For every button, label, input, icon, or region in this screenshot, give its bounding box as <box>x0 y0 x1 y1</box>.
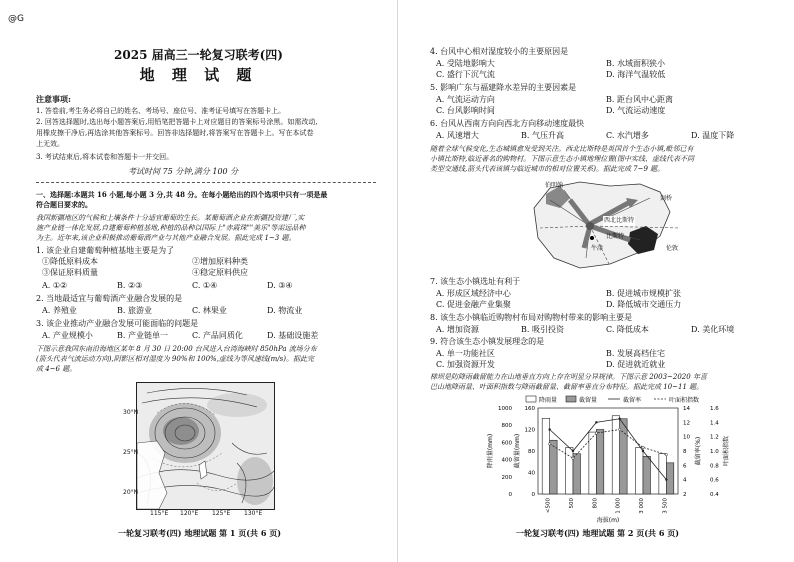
question-3-stem: 3. 该企业推动产业融合发展可能面临的问题是 <box>36 319 199 328</box>
point-interception-rate <box>665 478 667 480</box>
lat-label: 20°N <box>123 489 139 496</box>
passage-line: 施产业链一体化发展,自建葡萄种植基地,种植的品种以国际上"赤霞珠""美乐"等需远品种 <box>36 224 306 232</box>
option-c[interactable]: C. 水汽增多 <box>606 131 649 140</box>
option-a[interactable]: A. 产业规模小 <box>42 331 93 340</box>
y-mid-tick-label: 0 <box>531 492 535 498</box>
option-c[interactable]: C. 台风影响时间 <box>436 106 495 115</box>
y-rate-tick-label: 6 <box>683 463 687 470</box>
question-5-stem: 5. 影响广东与福建降水差异的主要因素是 <box>430 83 577 92</box>
option-c[interactable]: C. 产品同质化 <box>192 331 243 340</box>
y-lai-tick-label: 0.4 <box>710 492 719 498</box>
page-footer: 一轮复习联考(四) 地理试题 第 1 页(共 6 页) <box>118 528 281 538</box>
bar-rainfall <box>636 448 643 494</box>
legend-swatch-rainfall <box>526 396 536 402</box>
point-leaf-area-index <box>642 446 644 448</box>
x-tick-label: 3 000 <box>639 498 645 514</box>
notice-line: 1. 答卷前,考生务必将自己的姓名、考场号、座位号、准考证号填写在答题卡上。 <box>36 107 286 115</box>
lat-label: 30°N <box>123 409 139 416</box>
y-lai-tick-label: 1.2 <box>710 434 719 441</box>
passage-line: 随着全球气候变化,生态城镇愈发受到关注。西北比斯特是英国首个生态小镇,毗邻已有 <box>430 145 694 153</box>
passage-line: 为主。近年来,该企业积极推动葡萄酒产业与其他产业融合发展。据此完成 1~3 题。 <box>36 234 296 242</box>
y-left-tick-label: 800 <box>501 423 512 430</box>
exam-title: 2025 届高三一轮复习联考(四) <box>114 48 283 62</box>
question-6-options <box>436 130 776 141</box>
option-d[interactable]: D. 温度下降 <box>691 131 735 140</box>
option-b[interactable]: B. ②③ <box>117 281 143 290</box>
option-b[interactable]: B. 发展高档住宅 <box>606 349 665 358</box>
x-tick-label: <500 <box>545 498 552 514</box>
question-7-stem: 7. 该生态小镇选址有利于 <box>430 277 521 286</box>
x-tick-label: 1 000 <box>615 498 622 514</box>
option-c[interactable]: C. ①④ <box>192 281 218 290</box>
map-label-cambridge: 剑桥 <box>660 195 673 202</box>
legend-label: 截留率 <box>623 397 642 404</box>
y-mid-tick-label: 80 <box>528 449 535 455</box>
option-d[interactable]: D. 海洋气温较低 <box>606 70 666 79</box>
y-rate-tick-label: 14 <box>683 406 690 412</box>
q1-item: ②增加原料种类 <box>192 257 248 266</box>
map-label-oxford: 牛津 <box>591 245 604 252</box>
question-1-stem: 1. 该企业自建葡萄种植基地主要是为了 <box>36 246 175 255</box>
option-a[interactable]: A. 风速增大 <box>436 131 479 140</box>
corner-mark: @G <box>8 14 24 24</box>
eco-town-location-map <box>530 178 690 274</box>
option-a[interactable]: A. 气流运动方向 <box>436 95 495 104</box>
lon-label: 115°E <box>150 510 169 517</box>
y-lai-tick-label: 1.4 <box>710 420 719 427</box>
lon-label: 120°E <box>180 510 199 517</box>
exam-time-info: 考试时间 75 分钟,满分 100 分 <box>128 167 239 176</box>
question-9-options <box>436 348 776 370</box>
map-label-bicester: 比斯特 <box>606 233 625 240</box>
point-interception-rate <box>595 421 597 423</box>
question-9-stem: 9. 符合该生态小镇发展理念的是 <box>430 337 545 346</box>
point-leaf-area-index <box>618 428 620 430</box>
option-c[interactable]: C. 降低成本 <box>606 325 649 334</box>
option-d[interactable]: D. 基础设施差 <box>267 331 319 340</box>
q1-item: ①降低原料成本 <box>42 257 98 266</box>
bar-interception <box>643 456 650 494</box>
question-1-items <box>42 256 342 278</box>
section-title: 一、选择题:本题共 16 小题,每小题 3 分,共 48 分。在每小题给出的四个选项中只有一项是最 <box>36 190 328 199</box>
separator <box>36 182 376 183</box>
notice-line: 3. 考试结束后,将本试卷和答题卡一并交回。 <box>36 153 174 161</box>
point-leaf-area-index <box>548 443 550 445</box>
notice-heading: 注意事项: <box>36 94 71 104</box>
question-8-options <box>436 324 776 335</box>
option-d[interactable]: D. ③④ <box>267 281 293 290</box>
option-d[interactable]: D. 降低城市交通压力 <box>606 300 682 309</box>
question-6-stem: 6. 台风从西南方向向西北方向移动速度最快 <box>430 119 585 128</box>
option-b[interactable]: B. 距台风中心距离 <box>606 95 673 104</box>
x-axis-label: 海拔(m) <box>596 517 620 524</box>
y-mid-tick-label: 40 <box>528 470 535 477</box>
option-d[interactable]: D. 促进就近就业 <box>606 360 666 369</box>
question-2-options <box>42 305 342 316</box>
option-b[interactable]: B. 水域面积狭小 <box>606 59 665 68</box>
section-title: 符合题目要求的。 <box>36 200 92 209</box>
y-lai-tick-label: 0.8 <box>710 463 719 470</box>
point-leaf-area-index <box>665 453 667 455</box>
question-3-options <box>42 330 342 341</box>
y-left-tick-label: 400 <box>501 457 512 464</box>
point-interception-rate <box>618 418 620 420</box>
q1-item: ③保证原料质量 <box>42 268 98 277</box>
passage-line: 类型交通线,箭头代表该镇与临近城市的相对位置关系)。据此完成 7~9 题。 <box>430 165 665 173</box>
passage-line: 梯坝是防降雨截留能力在山地垂直方向上存在明显分异规律。下图示意 2003~2020 年喜 <box>430 373 707 381</box>
x-tick-label: 3 500 <box>662 498 669 514</box>
y-rate-tick-label: 10 <box>683 434 690 441</box>
page-2 <box>398 0 794 562</box>
question-4-stem: 4. 台风中心相对湿度较小的主要原因是 <box>430 47 569 56</box>
notice-line: 2. 回答选择题时,选出每小题答案后,用铅笔把答题卡上对应题目的答案标号涂黑。如需改动, <box>36 118 318 126</box>
y-rate-tick-label: 8 <box>683 449 687 455</box>
passage-line: 成 4~6 题。 <box>36 365 77 373</box>
map-label-birmingham: 伯明翰 <box>545 182 564 189</box>
option-c[interactable]: C. 盛行下沉气流 <box>436 70 495 79</box>
option-b[interactable]: B. 产业链单一 <box>117 331 168 340</box>
interception-chart <box>486 394 732 524</box>
bar-interception <box>666 463 673 494</box>
legend-label: 截留量 <box>579 397 598 404</box>
y-lai-tick-label: 0.6 <box>710 477 719 484</box>
bar-interception <box>550 440 557 494</box>
legend-swatch-interception <box>566 396 576 402</box>
x-tick-label: 800 <box>592 498 599 509</box>
option-c[interactable]: C. 林果业 <box>192 306 227 315</box>
point-leaf-area-index <box>572 457 574 459</box>
option-b[interactable]: B. 吸引投资 <box>521 325 564 334</box>
notice-line: 上无效。 <box>36 140 64 148</box>
option-c[interactable]: C. 促进金融产业集聚 <box>436 300 511 309</box>
passage-line: 小镇比斯特,临近著名的购物村。下图示意生态小镇地理位置(图中实线、虚线代表不同 <box>430 155 694 163</box>
question-2-stem: 2. 当地最适宜与葡萄酒产业融合发展的是 <box>36 294 183 303</box>
y-lai-tick-label: 1.0 <box>710 449 719 455</box>
y-rate-tick-label: 2 <box>683 492 687 498</box>
option-d[interactable]: D. 美化环境 <box>691 325 735 334</box>
option-d[interactable]: D. 物流业 <box>267 306 303 315</box>
page-footer: 一轮复习联考(四) 地理试题 第 2 页(共 6 页) <box>516 528 679 538</box>
option-a[interactable]: A. 形成区域经济中心 <box>436 289 511 298</box>
map-label-london: 伦敦 <box>666 245 679 252</box>
y-rate-tick-label: 4 <box>683 477 687 484</box>
point-leaf-area-index <box>595 432 597 434</box>
passage-line: 巴山地降雨量、叶面积指数与降雨截留量、截留率垂直分布特征。据此完成 10~11 题。 <box>430 383 704 391</box>
y-mid-tick-label: 160 <box>524 406 535 412</box>
option-b[interactable]: B. 促进城市规模扩张 <box>606 289 681 298</box>
bar-interception <box>573 454 580 494</box>
y-left-tick-label: 0 <box>508 492 512 498</box>
option-a[interactable]: A. 单一功能社区 <box>436 349 495 358</box>
option-a[interactable]: A. 养殖业 <box>42 306 77 315</box>
x-tick-label: 500 <box>569 498 575 509</box>
option-c[interactable]: C. 加强资源开发 <box>436 360 495 369</box>
option-a[interactable]: A. 受陆地影响大 <box>436 59 495 68</box>
bar-interception <box>596 430 603 495</box>
point-interception-rate <box>572 450 574 452</box>
map-label-eco-town: 西北比斯特 <box>604 217 635 224</box>
passage-line: 我国新疆地区的气候和土壤条件十分适宜葡萄的生长。某葡萄酒企业在新疆投资建厂,实 <box>36 214 305 222</box>
bar-rainfall <box>566 448 573 494</box>
option-d[interactable]: D. 气流运动速度 <box>606 106 666 115</box>
y-mid-axis-label: 截留量(mm) <box>514 433 521 469</box>
passage-line: 下图示意我国东南沿海地区某年 8 月 30 日 20:00 台风进入台湾海峡时 850hPa 流场分布 <box>36 345 317 353</box>
passage-line: (箭头代表气流运动方向),阴影区相对湿度为 90%和 100%,虚线为等风速线(m/s)。据此完 <box>36 355 314 363</box>
question-7-options <box>436 288 776 310</box>
bar-rainfall <box>612 416 619 494</box>
q1-item: ④稳定原料供应 <box>192 268 248 277</box>
legend-label: 降雨量 <box>539 397 558 404</box>
option-b[interactable]: B. 旅游业 <box>117 306 152 315</box>
typhoon-flow-map <box>136 382 275 510</box>
question-5-options <box>436 94 776 116</box>
option-a[interactable]: A. ①② <box>42 281 68 290</box>
question-4-options <box>436 58 776 80</box>
point-interception-rate <box>548 428 550 430</box>
bar-rainfall <box>589 432 596 494</box>
notice-line: 用橡皮擦干净后,再选涂其他答案标号。回答非选择题时,将答案写在答题卡上。写在本试卷 <box>36 129 314 137</box>
lon-label: 125°E <box>212 510 231 517</box>
y-rate-tick-label: 12 <box>683 420 690 427</box>
y-left-tick-label: 200 <box>501 474 512 481</box>
option-b[interactable]: B. 气压升高 <box>521 131 564 140</box>
y-left-tick-label: 600 <box>501 440 512 447</box>
option-a[interactable]: A. 增加资源 <box>436 325 479 334</box>
y-left-tick-label: 1000 <box>498 406 512 412</box>
lon-label: 130°E <box>244 510 263 517</box>
y-lai-axis-label: 叶面积指数 <box>723 435 730 467</box>
lat-label: 25°N <box>123 449 139 456</box>
legend-label: 叶面积指数 <box>669 397 700 404</box>
question-1-options <box>42 280 342 291</box>
y-left-axis-label: 降雨量(mm) <box>487 433 494 469</box>
subject-title: 地 理 试 题 <box>139 66 258 84</box>
bar-rainfall <box>659 454 666 494</box>
point-interception-rate <box>642 450 644 452</box>
question-8-stem: 8. 该生态小镇临近购物村布局对购物村带来的影响主要是 <box>430 313 633 322</box>
y-lai-tick-label: 1.6 <box>710 406 719 412</box>
y-rate-axis-label: 截留率(%) <box>695 436 702 466</box>
y-mid-tick-label: 120 <box>524 427 535 434</box>
